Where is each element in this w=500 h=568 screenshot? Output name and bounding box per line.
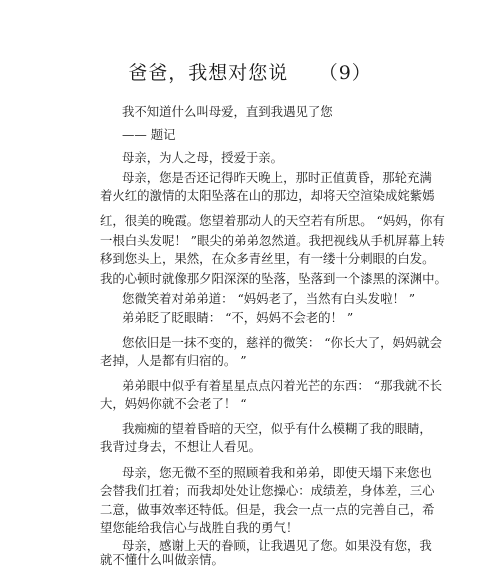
- paragraph-line: 我背过身去，不想让人看见。: [100, 439, 262, 454]
- paragraph-line: 一根白头发呢！ ”眼尖的弟弟忽然道。我把视线从手机屏幕上转: [100, 233, 445, 248]
- paragraph-line: 移到您头上，果然，在众多青丝里，有一缕十分刺眼的白发。: [100, 251, 435, 266]
- paragraph-line: 我痴痴的望着昏暗的天空，似乎有什么模糊了我的眼睛，: [122, 421, 432, 436]
- paragraph-line: 大，妈妈你就不会老了！ “: [100, 396, 247, 411]
- paragraph-line: 我的心顿时就像那夕阳深深的坠落，坠落到一个漆黑的深渊中。: [100, 271, 447, 286]
- epigraph-attribution: —— 题记: [122, 127, 176, 142]
- paragraph-line: 母亲，感谢上天的眷顾，让我遇见了您。如果没有您，我: [122, 538, 432, 553]
- paragraph-line: 母亲，您无微不至的照顾着我和弟弟，即使天塌下来您也: [122, 465, 432, 480]
- paragraph-line: 您微笑着对弟弟道： “妈妈老了，当然有白头发啦！ ”: [122, 291, 416, 306]
- paragraph-line: 二意，做事效率还特低。但是，我会一点一点的完善自己，希: [100, 502, 435, 517]
- paragraph-line: 弟弟眼中似乎有着星星点点闪着光芒的东西： “那我就不长: [122, 378, 443, 393]
- paragraph-line: 母亲，您是否还记得昨天晚上，那时正值黄昏，那轮充满: [122, 170, 432, 185]
- paragraph-line: 弟弟眨了眨眼睛： “不，妈妈不会老的！ ”: [122, 310, 354, 325]
- paragraph-line: 您依旧是一抹不变的，慈祥的微笑： “你长大了，妈妈就会: [122, 335, 443, 350]
- paragraph-line: 会替我们扛着；而我却处处让您操心：成绩差，身体差，三心: [100, 483, 435, 498]
- paragraph-line: 母亲，为人之母，授爱于亲。: [122, 150, 284, 165]
- paragraph-line: 就不懂什么叫做亲情。: [100, 552, 224, 567]
- paragraph-line: 望您能给我信心与战胜自我的勇气！: [100, 520, 299, 535]
- paragraph-line: 老掉，人是都有归宿的。 ”: [100, 353, 247, 368]
- epigraph-line: 我不知道什么叫母爱，直到我遇见了您: [122, 104, 333, 119]
- paragraph-line: 着火红的激情的太阳坠落在山的那边，却将天空渲染成姹紫嫣: [100, 188, 435, 203]
- paragraph-line: 红，很美的晚霞。您望着那动人的天空若有所思。 “妈妈，你有: [100, 213, 445, 228]
- page-title: 爸爸，我想对您说 （9）: [128, 62, 372, 84]
